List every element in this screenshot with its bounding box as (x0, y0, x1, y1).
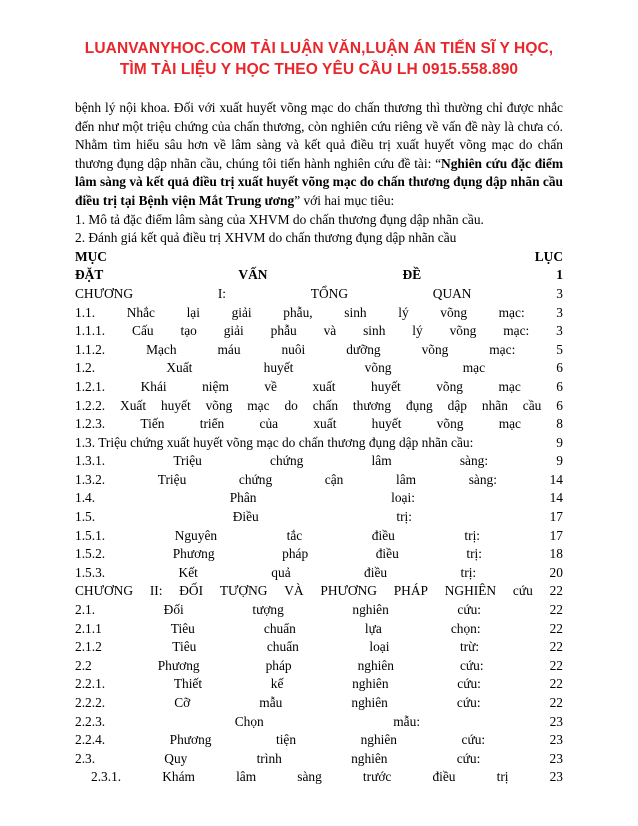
toc-word: trước (362, 769, 392, 785)
toc-page-number: 22 (549, 583, 563, 599)
toc-word: Cỡ (174, 695, 191, 710)
study-title: Nghiên cứu đặc điểm lâm sàng và kết quả điều trị xuất huyết võng mạc do chấn thương đụng dập nhãn cầu điều trị tại Bệnh viện Mắt Trung ương (75, 155, 563, 208)
toc-word: Cấu (132, 323, 154, 339)
toc-word: Tiến (140, 416, 165, 432)
toc-word: do (284, 397, 298, 413)
toc-word: trị: (460, 564, 477, 580)
toc-word: trị: (396, 509, 412, 525)
toc-word: 1.3.1. (75, 453, 106, 469)
toc-word: tạo (180, 323, 197, 339)
toc-word: lâm (236, 769, 257, 785)
toc-word: máu (217, 341, 241, 357)
toc-page-number: 5 (556, 341, 563, 357)
toc-word: nghiên (351, 695, 388, 710)
toc-page-number: 20 (549, 564, 563, 580)
toc-word: Triệu (173, 453, 202, 469)
toc-word: sàng: (459, 453, 489, 469)
toc-word: Triệu (157, 471, 187, 487)
toc-word: giải (231, 304, 252, 320)
toc-word: triển (199, 416, 225, 432)
toc-word: Kết (178, 564, 198, 580)
toc-row (75, 620, 563, 639)
toc-word: lý (398, 304, 409, 320)
toc-word: 1.1.1. (75, 323, 106, 339)
toc-word: nhãn (481, 397, 508, 413)
toc-word: tượng (252, 602, 284, 618)
toc-row (75, 527, 563, 546)
toc-word: lại (186, 304, 200, 320)
toc-page-number: 6 (556, 360, 563, 376)
toc-word: 1.2.2. (75, 397, 106, 413)
toc-word: niệm (202, 378, 229, 394)
toc-word: cứu: (461, 732, 486, 748)
toc-word: và (323, 323, 337, 339)
toc-word: ĐỐI (179, 583, 204, 599)
toc-page-number: 14 (549, 471, 563, 487)
toc-word: Nguyên (174, 527, 218, 543)
toc-word: lâm (396, 471, 417, 487)
toc-row (75, 322, 563, 341)
toc-row (75, 768, 563, 787)
toc-word: 1.5. (75, 509, 96, 525)
toc-word: 1.5.1. (75, 527, 106, 543)
toc-page-number: 17 (549, 509, 563, 525)
toc-word: lâm (371, 453, 392, 469)
toc-word: trừ: (459, 639, 480, 655)
toc-word: võng (421, 341, 449, 357)
toc-word: lý (412, 323, 423, 339)
toc-word: huyết (160, 397, 191, 413)
toc-word: 2.2.4. (75, 732, 106, 748)
toc-word: trình (256, 750, 282, 766)
toc-word: Phương (157, 657, 200, 673)
toc-row (75, 489, 563, 508)
toc-row (75, 694, 563, 713)
toc-word: sinh (344, 304, 367, 320)
toc-word: TỔNG (310, 285, 348, 301)
toc-word: nghiên (357, 657, 395, 673)
toc-word: 1.2. (75, 360, 96, 376)
toc-title-word: LỤC (534, 248, 563, 264)
toc-word: Điều (232, 509, 259, 525)
toc-word: QUAN (432, 285, 472, 301)
toc-row (75, 378, 563, 397)
toc-word: NGHIÊN (444, 583, 497, 599)
toc-word: chứng (270, 453, 304, 469)
toc-word: 1.2.3. (75, 416, 106, 432)
toc-word: 2.2.3. (75, 713, 106, 729)
toc-word: Khám (162, 769, 195, 785)
toc-word: Tiêu (170, 620, 195, 636)
toc-word: mạc: (498, 304, 525, 320)
toc-word: võng (449, 323, 477, 339)
toc-row (75, 304, 563, 323)
toc-word: điều (371, 527, 395, 543)
toc-title-word: MỤC (75, 248, 107, 264)
toc-page-number: 22 (549, 620, 563, 636)
toc-row (75, 713, 563, 732)
toc-word: xuất (312, 378, 336, 394)
toc-word: Phương (172, 546, 215, 562)
toc-word: chọn: (450, 620, 481, 636)
toc-page-number: 6 (556, 397, 563, 413)
toc-word: nghiên (351, 750, 388, 766)
toc-row (75, 638, 563, 657)
toc-word: huyết (263, 360, 294, 376)
toc-word: 1.3. Triệu chứng xuất huyết võng mạc do chấn thương đụng dập nhãn cầu: (75, 434, 474, 450)
toc-word: kế (270, 676, 284, 692)
table-of-contents (75, 285, 563, 787)
toc-word: của (259, 416, 279, 432)
toc-word: 1.3.2. (75, 471, 106, 487)
toc-row (75, 285, 563, 304)
toc-word: võng (364, 360, 392, 376)
toc-page-number: 1 (556, 267, 563, 283)
toc-word: loại (369, 639, 390, 655)
toc-word: Xuất (166, 360, 193, 376)
toc-word: điều (364, 564, 388, 580)
toc-word: Đối (163, 602, 184, 618)
toc-word: Chọn (234, 713, 264, 729)
toc-word: tiện (275, 732, 297, 748)
toc-page-number: 18 (549, 546, 563, 562)
toc-word: Phân (229, 490, 257, 506)
toc-word: nuôi (281, 341, 306, 357)
toc-word: cứu: (456, 695, 481, 710)
toc-word: mẫu: (393, 713, 421, 729)
toc-word: quả (271, 564, 291, 580)
toc-row (75, 359, 563, 378)
toc-word: xuất (313, 416, 337, 432)
toc-word: ĐỀ (402, 267, 422, 283)
toc-page-number: 3 (556, 323, 563, 339)
toc-word: huyết (371, 416, 402, 432)
toc-word: phẫu (270, 323, 297, 339)
toc-row (75, 582, 563, 601)
toc-page-number: 22 (549, 602, 563, 618)
toc-page-number: 9 (556, 453, 563, 469)
toc-word: Tiêu (172, 639, 197, 655)
toc-word: 1.2.1. (75, 378, 106, 394)
toc-word: chuẩn (263, 620, 296, 636)
toc-page-number: 22 (549, 657, 563, 673)
toc-word: sàng (297, 769, 322, 785)
toc-word: dập (447, 397, 467, 413)
toc-page-number: 22 (549, 676, 563, 692)
toc-word: loại: (391, 490, 415, 506)
toc-word: mạc (462, 360, 486, 376)
toc-word: thương (352, 397, 392, 413)
toc-word: tắc (286, 527, 303, 543)
toc-row (75, 471, 563, 490)
toc-row (75, 731, 563, 750)
toc-word: 2.1.2 (75, 639, 102, 655)
toc-page-number: 17 (549, 527, 563, 543)
toc-word: võng (205, 397, 233, 413)
toc-word: điều (375, 546, 399, 562)
toc-page-number: 6 (556, 378, 563, 394)
intro-paragraph (75, 99, 563, 211)
toc-word: huyết (371, 378, 401, 394)
toc-word: 1.5.3. (75, 564, 106, 580)
toc-page-number: 22 (549, 695, 563, 710)
toc-word: mạc (498, 378, 521, 394)
toc-word: sinh (363, 323, 386, 339)
toc-word: cứu: (459, 657, 484, 673)
toc-word: PHƯƠNG (320, 583, 377, 599)
toc-word: cầu (522, 397, 542, 413)
toc-word: Mạch (146, 341, 177, 357)
toc-word: 2.2 (75, 657, 92, 673)
toc-word: 1.5.2. (75, 546, 106, 562)
toc-word: cứu: (456, 750, 481, 766)
toc-page-number: 22 (549, 639, 563, 655)
toc-word: Phương (169, 732, 212, 748)
toc-word: trị (496, 769, 509, 785)
toc-word: chứng (238, 471, 273, 487)
toc-word: phẫu, (283, 304, 313, 320)
toc-word: mẫu (259, 695, 283, 710)
objective-1: 1. Mô tả đặc điểm lâm sàng của XHVM do chấn thương đụng dập nhãn cầu. (75, 211, 484, 227)
toc-row (75, 341, 563, 360)
toc-word: ĐẶT (75, 267, 104, 283)
toc-page-number: 3 (556, 304, 563, 320)
toc-word: pháp (265, 657, 292, 673)
toc-word: đụng (405, 397, 433, 413)
toc-word: TƯỢNG (219, 583, 268, 599)
toc-word: 2.1.1 (75, 620, 102, 636)
toc-word: 2.2.1. (75, 676, 106, 692)
toc-word: CHƯƠNG (75, 285, 134, 301)
objective-2: 2. Đánh giá kết quả điều trị XHVM do chấn thương đụng dập nhãn cầu (75, 230, 457, 246)
toc-word: 2.2.2. (75, 695, 106, 710)
toc-word: trị: (464, 527, 481, 543)
toc-word: về (264, 378, 277, 394)
toc-page-number: 23 (549, 713, 563, 729)
toc-word: 1.1.2. (75, 341, 106, 357)
toc-word: 2.3.1. (91, 769, 122, 785)
toc-word: 2.3. (75, 750, 96, 766)
toc-row (75, 545, 563, 564)
toc-word: 1.1. (75, 304, 96, 320)
toc-word: 2.1. (75, 602, 96, 618)
toc-word: chấn (312, 397, 339, 413)
toc-word: PHÁP (393, 583, 428, 599)
toc-word: Quy (164, 750, 188, 766)
toc-word: VẤN (238, 267, 268, 283)
toc-word: mạc (247, 397, 270, 413)
toc-row (75, 397, 563, 416)
toc-word: võng (436, 416, 464, 432)
toc-word: I: (217, 285, 226, 301)
toc-row (75, 415, 563, 434)
document-body (75, 99, 563, 787)
toc-title (75, 248, 563, 267)
toc-word: Xuất (120, 397, 147, 413)
toc-word: dưỡng (346, 341, 381, 357)
toc-word: mạc: (489, 341, 516, 357)
toc-page-number: 23 (549, 769, 563, 785)
toc-word: pháp (282, 546, 309, 562)
toc-word: mạc (498, 416, 522, 432)
toc-word: Thiết (173, 676, 203, 692)
toc-word: cứu (512, 583, 533, 599)
toc-word: CHƯƠNG (75, 583, 134, 599)
toc-word: Khái (140, 378, 167, 394)
toc-word: điều (432, 769, 456, 785)
toc-page-number: 23 (549, 750, 563, 766)
toc-row (75, 750, 563, 769)
toc-word: võng (436, 378, 463, 394)
toc-word: Nhắc (126, 304, 155, 320)
toc-word: trị: (466, 546, 482, 562)
intro-text: bệnh lý nội khoa. Đối với xuất huyết võng mạc do chấn thương thì thường chỉ được nhắc đến như một triệu chứng của chấn thương, còn nghiên cứu riêng về vấn đề này là chưa có. Nhằm tìm hiểu sâu hơn về lâm sàng và kết quả điều trị xuất huyết võng mạc do chấn thương đụng dập nhãn cầu, chúng tôi tiến hành nghiên cứu đề tài: “ (75, 100, 563, 171)
toc-word: giải (223, 323, 244, 339)
toc-row (75, 675, 563, 694)
toc-row (75, 601, 563, 620)
toc-word: võng (440, 304, 468, 320)
header-line-2: TÌM TÀI LIỆU Y HỌC THEO YÊU CẦU LH 0915.558.890 (119, 61, 519, 78)
toc-row (75, 434, 563, 453)
toc-row (75, 564, 563, 583)
toc-page-number: 14 (549, 490, 563, 506)
toc-word: cứu: (457, 676, 481, 692)
toc-word: VÀ (284, 583, 304, 599)
toc-page-number: 8 (556, 416, 563, 432)
toc-page-number: 23 (549, 732, 563, 748)
toc-page-number: 3 (556, 285, 563, 301)
page-header (40, 38, 598, 80)
toc-word: nghiên (360, 732, 398, 748)
toc-word: lựa (364, 620, 382, 636)
toc-page-number: 9 (556, 434, 563, 450)
toc-row (75, 508, 563, 527)
toc-row-intro (75, 266, 563, 285)
header-line-1: LUANVANYHOC.COM TẢI LUẬN VĂN,LUẬN ÁN TIẾN SĨ Y HỌC, (84, 40, 554, 57)
toc-word: nghiên (352, 602, 389, 618)
toc-word: sàng: (468, 471, 497, 487)
toc-word: 1.4. (75, 490, 96, 506)
toc-row (75, 452, 563, 471)
toc-word: nghiên (352, 676, 389, 692)
toc-word: II: (149, 583, 163, 599)
toc-word: cứu: (457, 602, 482, 618)
toc-row (75, 657, 563, 676)
intro-text-end: ” với hai mục tiêu: (294, 192, 395, 208)
toc-word: mạc: (503, 323, 530, 339)
toc-word: cận (324, 471, 344, 487)
toc-word: chuẩn (266, 639, 299, 655)
